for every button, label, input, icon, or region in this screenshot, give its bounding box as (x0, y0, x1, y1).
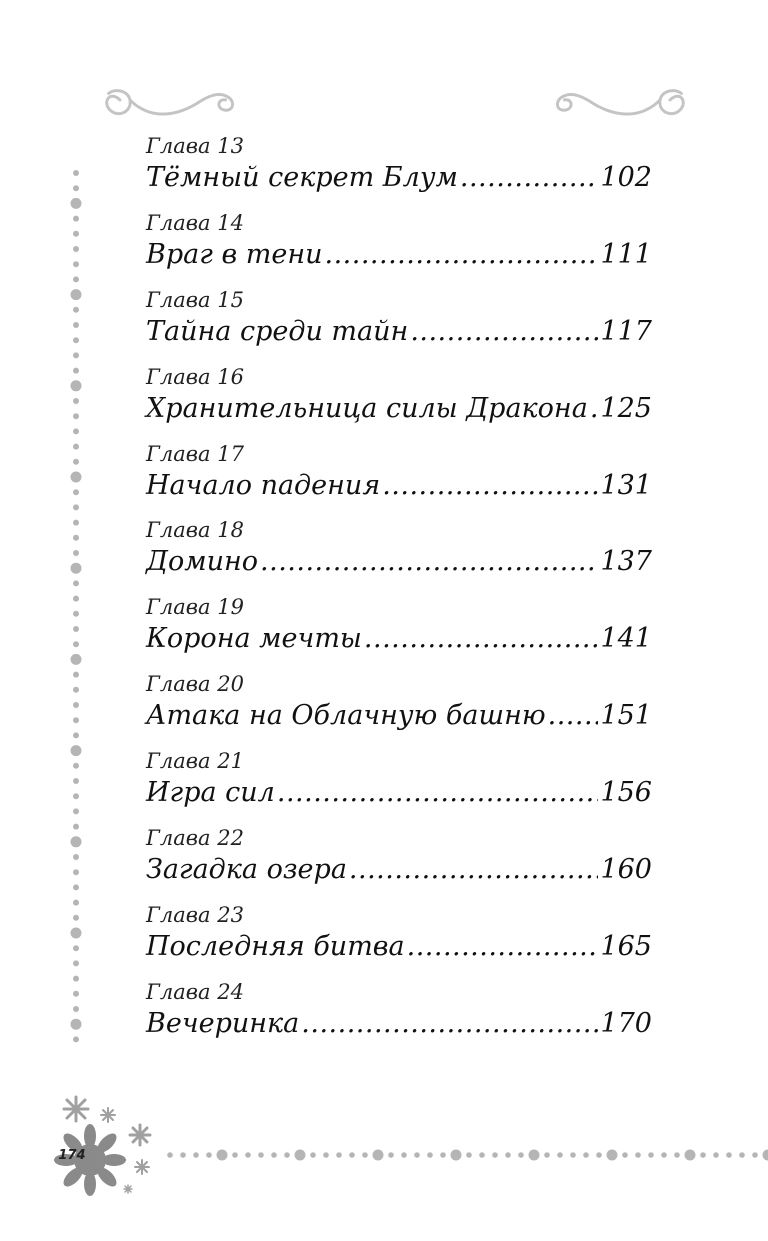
toc-entry[interactable] (146, 824, 652, 901)
border-dot (73, 960, 79, 966)
border-dot (492, 1152, 498, 1158)
chapter-number: Глава 23 (146, 902, 244, 927)
border-dot (73, 808, 79, 814)
chapter-title-line (146, 852, 652, 888)
chapter-title-line (146, 621, 652, 657)
border-dot (529, 1150, 540, 1161)
border-dot (193, 1152, 199, 1158)
border-dot (71, 928, 82, 939)
chapter-title-line (146, 237, 652, 273)
chapter-title: Вечеринка (146, 1007, 300, 1039)
chapter-title-line (146, 775, 652, 811)
border-dot (726, 1152, 732, 1158)
toc-entry[interactable] (146, 670, 652, 747)
dot-leader (260, 544, 598, 580)
chapter-number: Глава 13 (146, 134, 244, 158)
border-dot (648, 1152, 654, 1158)
border-dot (373, 1150, 384, 1161)
flower-cluster-icon (40, 1085, 170, 1205)
border-dot (73, 398, 79, 404)
chapter-title: Атака на Облачную башню (146, 700, 546, 732)
border-dot (414, 1152, 420, 1158)
border-dot (685, 1150, 696, 1161)
page-reference: 111 (600, 238, 652, 270)
border-dot (71, 289, 82, 300)
chapter-number: Глава 22 (146, 826, 244, 851)
chapter-number: Глава 19 (146, 595, 244, 620)
border-dot (71, 654, 82, 665)
border-dot (271, 1152, 277, 1158)
chapter-title-line (146, 314, 652, 350)
border-dot (232, 1152, 238, 1158)
border-dot (71, 198, 82, 209)
dot-leader (382, 468, 598, 504)
toc-entry[interactable] (146, 901, 652, 978)
border-dot (73, 778, 79, 784)
border-dot (73, 1006, 79, 1012)
border-dot (73, 322, 79, 328)
border-dot (73, 504, 79, 510)
border-dot (73, 732, 79, 738)
border-dot (73, 611, 79, 617)
border-dot (505, 1152, 511, 1158)
border-dot (73, 900, 79, 906)
toc-entry[interactable] (146, 363, 652, 440)
border-dot (388, 1152, 394, 1158)
chapter-title: Корона мечты (146, 623, 362, 655)
chapter-title-line (146, 698, 652, 734)
chapter-number: Глава 14 (146, 210, 244, 235)
border-dot (206, 1152, 212, 1158)
border-dot (73, 368, 79, 374)
border-dot (73, 626, 79, 632)
page-number: 174 (58, 1148, 86, 1163)
border-dot (349, 1152, 355, 1158)
chapter-number: Глава 17 (146, 441, 244, 466)
toc-entry[interactable] (146, 440, 652, 517)
border-dot (763, 1150, 768, 1161)
border-dot (73, 702, 79, 708)
border-dot (295, 1150, 306, 1161)
border-dot (73, 185, 79, 191)
dot-leader (407, 929, 599, 965)
border-dot (73, 580, 79, 586)
border-dot (73, 945, 79, 951)
toc-entry[interactable] (146, 286, 652, 363)
border-dot (73, 763, 79, 769)
chapter-number: Глава 21 (146, 749, 244, 774)
chapter-number: Глава 24 (146, 979, 244, 1004)
border-dot (73, 1036, 79, 1042)
border-dot (73, 854, 79, 860)
border-dot (71, 472, 82, 483)
border-dot (466, 1152, 472, 1158)
border-dot (427, 1152, 433, 1158)
border-dot (73, 276, 79, 282)
page-reference: 131 (600, 469, 652, 501)
swirl-ornament-right-icon (550, 78, 690, 124)
border-dot (73, 915, 79, 921)
border-dot (73, 672, 79, 678)
border-dot (73, 717, 79, 723)
chapter-title: Загадка озера (146, 854, 347, 886)
page-reference: 160 (600, 854, 652, 886)
border-dot (596, 1152, 602, 1158)
border-dot (245, 1152, 251, 1158)
border-dot (544, 1152, 550, 1158)
chapter-title-line (146, 468, 652, 504)
border-dot (73, 824, 79, 830)
page-reference: 156 (600, 777, 652, 809)
border-dot (451, 1150, 462, 1161)
toc-entry[interactable] (146, 747, 652, 824)
border-dot (661, 1152, 667, 1158)
border-dot (73, 535, 79, 541)
border-dot (752, 1152, 758, 1158)
border-dot (71, 563, 82, 574)
toc-entry[interactable] (146, 978, 652, 1055)
border-dot (336, 1152, 342, 1158)
border-dot (73, 413, 79, 419)
chapter-number: Глава 18 (146, 518, 244, 543)
border-dot (73, 687, 79, 693)
border-dot (73, 216, 79, 222)
toc-entry[interactable] (146, 593, 652, 670)
border-dot (323, 1152, 329, 1158)
chapter-title-line (146, 391, 652, 427)
toc-entry[interactable] (146, 209, 652, 286)
toc-entry[interactable] (146, 132, 652, 209)
chapter-title-line (146, 1006, 652, 1042)
chapter-title: Тёмный секрет Блум (146, 162, 458, 193)
dot-leader (301, 1006, 598, 1042)
table-of-contents (146, 132, 652, 1055)
dot-leader (277, 775, 599, 811)
swirl-ornament-left-icon (100, 78, 240, 124)
dot-leader (349, 852, 599, 888)
border-dot (518, 1152, 524, 1158)
chapter-title: Тайна среди тайн (146, 315, 409, 347)
chapter-title: Игра сил (146, 777, 275, 809)
border-dot (73, 337, 79, 343)
border-dot (700, 1152, 706, 1158)
border-dot (73, 641, 79, 647)
border-dot (674, 1152, 680, 1158)
chapter-title-line (146, 544, 652, 580)
chapter-number: Глава 16 (146, 364, 244, 389)
toc-entry[interactable] (146, 516, 652, 593)
border-dot (362, 1152, 368, 1158)
chapter-number: Глава 15 (146, 287, 244, 312)
border-dot (167, 1152, 173, 1158)
border-dot (401, 1152, 407, 1158)
dot-leader (364, 621, 599, 657)
page-reference: 141 (600, 623, 652, 655)
border-dot (479, 1152, 485, 1158)
bottom-dotted-border (160, 1140, 768, 1170)
border-dot (73, 352, 79, 358)
border-dot (440, 1152, 446, 1158)
border-dot (73, 489, 79, 495)
chapter-number: Глава 20 (146, 672, 244, 697)
border-dot (73, 428, 79, 434)
border-dot (570, 1152, 576, 1158)
border-dot (73, 246, 79, 252)
chapter-title: Хранительница силы Дракона (146, 392, 588, 424)
chapter-title-line (146, 160, 652, 196)
border-dot (71, 1019, 82, 1030)
chapter-title: Домино (146, 546, 259, 578)
border-dot (71, 836, 82, 847)
border-dot (258, 1152, 264, 1158)
dot-leader (590, 391, 599, 427)
border-dot (557, 1152, 563, 1158)
dot-leader (460, 160, 599, 196)
border-dot (180, 1152, 186, 1158)
border-dot (73, 976, 79, 982)
page-reference: 151 (600, 700, 652, 732)
border-dot (73, 307, 79, 313)
border-dot (73, 231, 79, 237)
chapter-title: Последняя битва (146, 930, 405, 962)
border-dot (622, 1152, 628, 1158)
border-dot (73, 170, 79, 176)
border-dot (73, 991, 79, 997)
page-reference: 170 (600, 1007, 652, 1039)
border-dot (73, 444, 79, 450)
left-dotted-border (64, 165, 88, 1065)
page-reference: 102 (600, 162, 652, 193)
border-dot (73, 520, 79, 526)
border-dot (73, 550, 79, 556)
border-dot (71, 745, 82, 756)
border-dot (73, 459, 79, 465)
border-dot (73, 596, 79, 602)
border-dot (635, 1152, 641, 1158)
chapter-title: Начало падения (146, 469, 381, 501)
border-dot (607, 1150, 618, 1161)
chapter-title-line (146, 929, 652, 965)
border-dot (583, 1152, 589, 1158)
dot-leader (325, 237, 599, 273)
border-dot (739, 1152, 745, 1158)
page-reference: 125 (600, 392, 652, 424)
page-reference: 165 (600, 930, 652, 962)
border-dot (73, 869, 79, 875)
border-dot (713, 1152, 719, 1158)
border-dot (73, 261, 79, 267)
dot-leader (548, 698, 599, 734)
page-reference: 137 (600, 546, 652, 578)
border-dot (73, 884, 79, 890)
border-dot (284, 1152, 290, 1158)
border-dot (71, 380, 82, 391)
border-dot (217, 1150, 228, 1161)
border-dot (310, 1152, 316, 1158)
dot-leader (410, 314, 598, 350)
chapter-title: Враг в тени (146, 238, 323, 270)
border-dot (73, 793, 79, 799)
page-reference: 117 (600, 315, 652, 347)
